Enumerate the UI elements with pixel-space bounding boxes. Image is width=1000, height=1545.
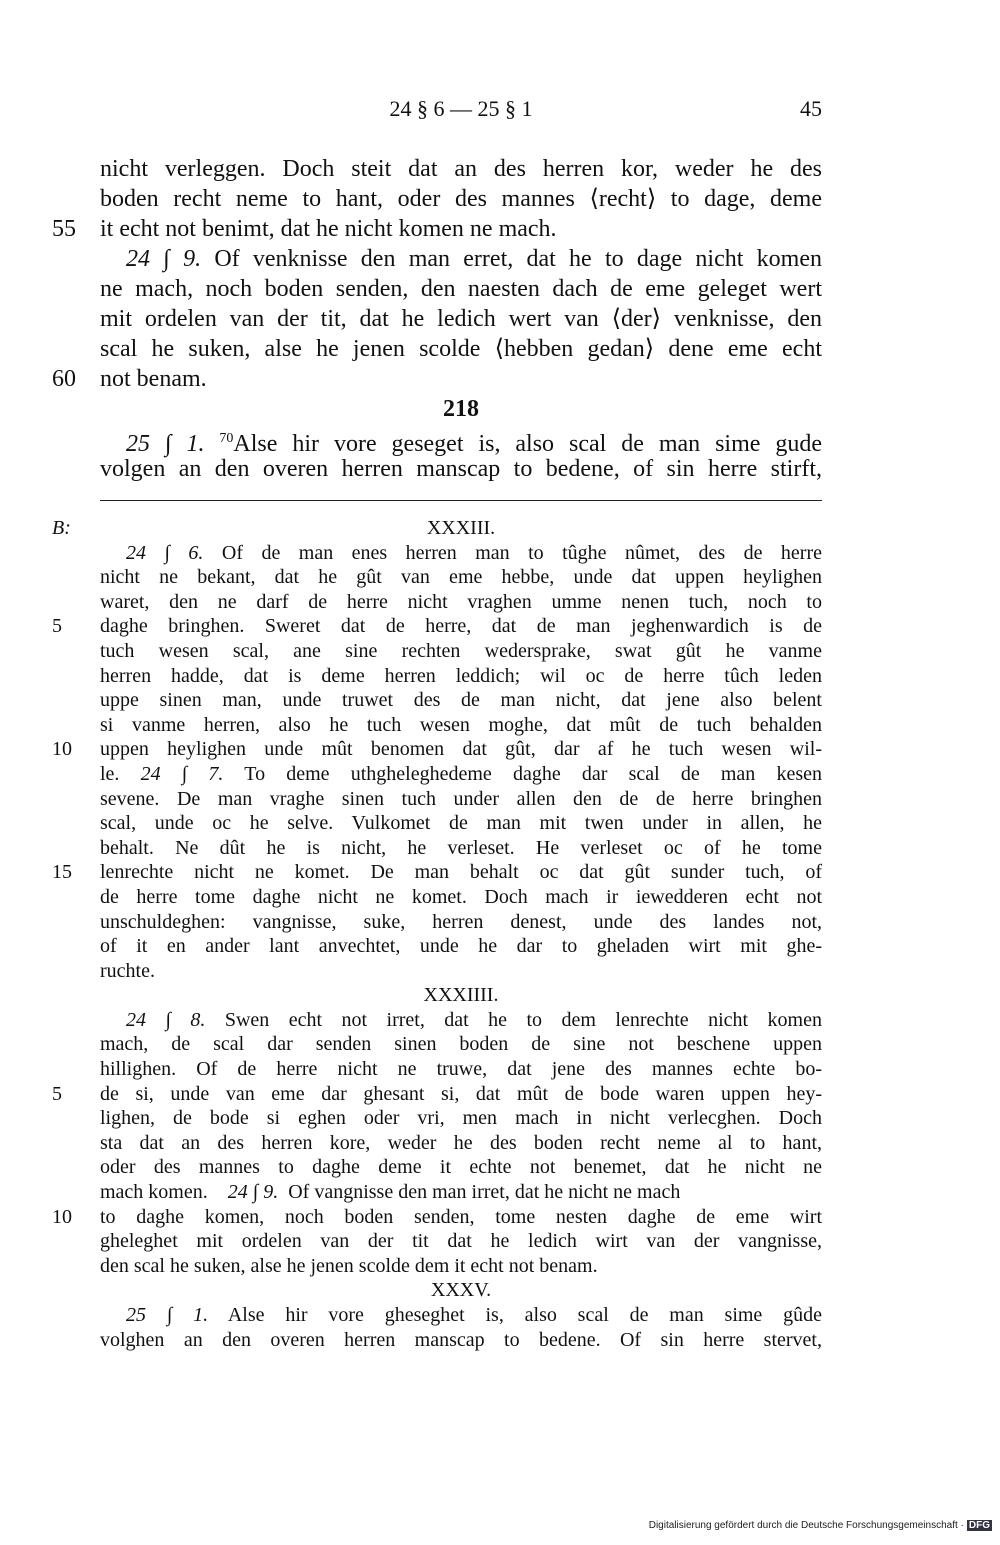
text-line bbox=[100, 424, 823, 457]
text-line: waret, den ne darf de herre nicht vraghen umme nenen tuch, noch to bbox=[100, 590, 822, 613]
text-line-content: mach komen. bbox=[100, 1181, 208, 1204]
section-marker: 24 ∫ 6. bbox=[126, 541, 204, 564]
text-line-content: uppen heylighen unde mût benomen dat gût, dar af he tuch wesen wil- bbox=[100, 738, 822, 761]
text-line: nicht verleggen. Doch steit dat an des herren kor, weder he des bbox=[100, 156, 822, 182]
text-line-content: Of de man enes herren man to tûghe nûmet, des de herre bbox=[221, 541, 822, 564]
line-number: 10 bbox=[52, 738, 72, 761]
text-line: hillighen. Of de herre nicht ne truwe, dat jene des mannes echte bo- bbox=[100, 1058, 822, 1081]
text-line: volghen an den overen herren manscap to bedene. Of sin herre stervet, bbox=[100, 1328, 822, 1351]
text-line: de herre tome daghe nicht ne komet. Doch mach ir iewedderen echt not bbox=[100, 885, 822, 908]
main-text bbox=[52, 154, 823, 484]
text-line-content: it echt not benimt, dat he nicht komen ne mach. bbox=[100, 216, 557, 242]
text-line: tuch wesen scal, ane sine rechten wedersprake, swat gût he vanme bbox=[100, 639, 822, 662]
text-line: sta dat an des herren kore, weder he des boden recht neme al to hant, bbox=[100, 1131, 822, 1154]
text-line-content: daghe bringhen. Sweret dat de herre, dat de man jeghenwardich is de bbox=[100, 615, 822, 638]
text-line bbox=[100, 244, 822, 274]
text-line-content: lenrechte nicht ne komet. De man behalt oc dat gût sunder tuch, of bbox=[100, 861, 822, 884]
text-line bbox=[100, 1180, 822, 1205]
divider-rule bbox=[100, 500, 822, 501]
chapter-heading bbox=[52, 516, 822, 541]
text-line: volgen an den overen herren manscap to bedene, of sin herre stirft, bbox=[100, 456, 822, 482]
line-number: 10 bbox=[52, 1205, 72, 1228]
text-line bbox=[100, 1303, 822, 1328]
line-number: 5 bbox=[52, 1082, 62, 1105]
text-line: unschuldeghen: vangnisse, suke, herren denest, unde des landes not, bbox=[100, 910, 822, 933]
text-line: oder des mannes to daghe deme it echte not benemet, dat he nicht ne bbox=[100, 1156, 822, 1179]
text-line: scal he suken, alse he jenen scolde ⟨hebben gedan⟩ dene eme echt bbox=[100, 336, 822, 362]
text-line: ruchte. bbox=[100, 959, 155, 982]
text-line-content: to daghe komen, noch boden senden, tome nesten daghe de eme wirt bbox=[100, 1205, 822, 1228]
text-line bbox=[100, 541, 822, 566]
line-number: 5 bbox=[52, 615, 62, 638]
chapter-heading: XXXIIII. bbox=[423, 984, 499, 1007]
chapter-heading-text: XXXIII. bbox=[426, 517, 496, 539]
text-line: nicht ne bekant, dat he gût van eme hebbe, unde dat uppen heylighen bbox=[100, 566, 822, 589]
text-line-content: Of venknisse den man erret, dat he to dage nicht komen bbox=[214, 246, 822, 272]
text-line: of it en ander lant anvechtet, unde he dar to gheladen wirt mit ghe- bbox=[100, 935, 822, 958]
text-line: scal, unde oc he selve. Vulkomet de man mit twen under in allen, he bbox=[100, 812, 822, 835]
text-line-content: To deme uthgheleghedeme daghe dar scal de man kesen bbox=[244, 762, 823, 785]
section-marker: 24 ∫ 8. bbox=[126, 1008, 206, 1031]
line-number: 55 bbox=[52, 216, 76, 242]
text-line bbox=[52, 737, 822, 762]
text-line-content: not benam. bbox=[100, 366, 207, 392]
running-head: 24 § 6 — 25 § 1 bbox=[389, 96, 533, 121]
text-line bbox=[52, 1205, 822, 1230]
text-line: herren hadde, dat is deme herren leddich; wil oc de herre tûch leden bbox=[100, 664, 822, 687]
credit-text: Digitalisierung gefördert durch die Deutsche Forschungsgemeinschaft · bbox=[648, 1520, 964, 1531]
dfg-logo: DFG bbox=[968, 1520, 990, 1531]
text-line: si vanme herren, also he tuch wesen moghe, dat mût de tuch behalden bbox=[100, 713, 822, 736]
line-number: 60 bbox=[52, 366, 76, 392]
text-line bbox=[52, 860, 822, 885]
footnote-marker: 70 bbox=[219, 431, 234, 446]
section-marker: 25 ∫ 1. bbox=[126, 431, 205, 457]
witness-siglum: B: bbox=[52, 517, 71, 539]
section-number: 218 bbox=[443, 396, 479, 422]
text-line bbox=[52, 614, 822, 639]
chapter-heading: XXXV. bbox=[430, 1279, 492, 1302]
digitization-credit bbox=[649, 1520, 992, 1531]
text-line bbox=[52, 1082, 822, 1107]
text-line-content: Swen echt not irret, dat he to dem lenrechte nicht komen bbox=[224, 1008, 822, 1031]
text-line: sevene. De man vraghe sinen tuch under allen den de de herre bringhen bbox=[100, 787, 822, 810]
text-line-content: Alse hir vore gheseghet is, also scal de man sime gûde bbox=[227, 1304, 823, 1326]
text-line: mit ordelen van der tit, dat he ledich wert van ⟨der⟩ venknisse, den bbox=[100, 306, 822, 332]
text-line: den scal he suken, alse he jenen scolde dem it echt not benam. bbox=[100, 1254, 598, 1277]
text-line: ne mach, noch boden senden, den naesten dach de eme geleget wert bbox=[100, 276, 822, 302]
section-marker: 25 ∫ 1. bbox=[126, 1304, 209, 1326]
apparatus-text bbox=[52, 516, 823, 1352]
text-line bbox=[52, 364, 822, 394]
text-line bbox=[52, 214, 822, 244]
page-number: 45 bbox=[800, 96, 822, 121]
text-line-content: Alse hir vore geseget is, also scal de man sime gude bbox=[233, 431, 823, 457]
text-line: behalt. Ne dût he is nicht, he verleset. He verleset oc of he tome bbox=[100, 836, 822, 859]
section-marker: 24 ∫ 7. bbox=[140, 762, 224, 785]
page-header bbox=[100, 96, 822, 136]
text-line: lighen, de bode si eghen oder vri, men mach in nicht verlecghen. Doch bbox=[100, 1107, 822, 1130]
section-marker: 24 ∫ 9. bbox=[126, 246, 202, 272]
text-line bbox=[100, 762, 822, 787]
text-line bbox=[100, 1008, 822, 1033]
text-line: mach, de scal dar senden sinen boden de sine not beschene uppen bbox=[100, 1033, 822, 1056]
line-number: 15 bbox=[52, 861, 72, 884]
text-line: gheleghet mit ordelen van der tit dat he ledich wirt van der vangnisse, bbox=[100, 1230, 822, 1253]
section-marker: 24 ∫ 9. bbox=[227, 1181, 279, 1204]
text-line-content: de si, unde van eme dar ghesant si, dat mût de bode waren uppen hey- bbox=[100, 1082, 822, 1105]
text-line-content: Of vangnisse den man irret, dat he nicht ne mach bbox=[288, 1181, 681, 1204]
text-line: uppe sinen man, unde truwet des de man nicht, dat jene also belent bbox=[100, 689, 822, 712]
text-line-content: le. bbox=[100, 762, 120, 785]
text-line: boden recht neme to hant, oder des mannes ⟨recht⟩ to dage, deme bbox=[100, 186, 822, 212]
